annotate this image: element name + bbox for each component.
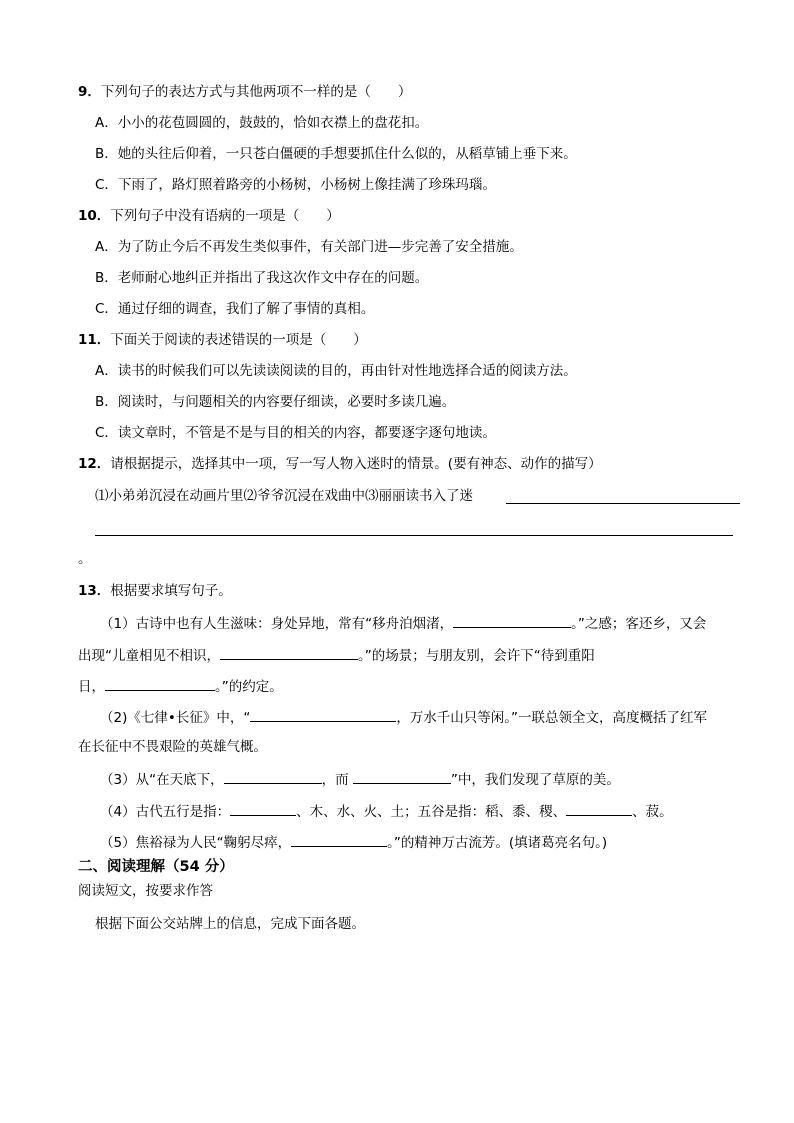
answer-line[interactable] <box>95 535 733 536</box>
section-2-intro: 根据下面公交站牌上的信息，完成下面各题。 <box>95 916 365 932</box>
question-13-sub-2: （2)《七律•长征》中，“ ，万水千山只等闲。”一联总领全文，高度概括了红军 <box>100 707 707 727</box>
fill-blank[interactable] <box>105 676 215 691</box>
question-12-stem: 12．请根据提示，选择其中一项，写一写人物入迷时的情景。(要有神态、动作的描写） <box>78 456 602 472</box>
question-11-option-b: B．阅读时，与问题相关的内容要仔细读，必要时多读几遍。 <box>95 394 456 410</box>
question-13-sub-2-cont: 在长征中不畏艰险的英雄气概。 <box>78 739 267 755</box>
question-9-option-a: A．小小的花苞圆圆的，鼓鼓的，恰如衣襟上的盘花扣。 <box>95 115 429 131</box>
question-11-option-a: A．读书的时候我们可以先读读阅读的目的，再由针对性地选择合适的阅读方法。 <box>95 363 577 379</box>
question-11-stem: 11．下面关于阅读的表述错误的一项是（ ） <box>78 332 367 348</box>
question-13-sub-4: （4）古代五行是指： 、木、水、火、土；五谷是指：稻、黍、稷、 、菽。 <box>100 801 673 821</box>
question-13-sub-3: （3）从“在天底下， ，而 ”中，我们发现了草原的美。 <box>100 769 620 789</box>
question-10-option-c: C．通过仔细的调查，我们了解了事情的真相。 <box>95 301 375 317</box>
question-9-option-b: B．她的头往后仰着，一只苍白僵硬的手想要抓住什么似的，从稻草铺上垂下来。 <box>95 146 577 162</box>
fill-blank[interactable] <box>224 769 322 784</box>
fill-blank[interactable] <box>220 645 358 660</box>
section-2-instruction: 阅读短文，按要求作答 <box>78 883 213 899</box>
fill-blank[interactable] <box>291 832 387 847</box>
fill-blank[interactable] <box>566 801 632 816</box>
question-12-prompt: ⑴小弟弟沉浸在动画片里⑵爷爷沉浸在戏曲中⑶丽丽读书入了迷 <box>95 488 473 504</box>
question-10-option-b: B．老师耐心地纠正并指出了我这次作文中存在的问题。 <box>95 270 429 286</box>
question-12-end-mark: 。 <box>78 551 92 567</box>
fill-blank[interactable] <box>453 613 571 628</box>
question-9-stem: 9．下列句子的表达方式与其他两项不一样的是（ ） <box>78 84 412 100</box>
question-13-sub-1-cont-2: 日， 。”的约定。 <box>78 676 283 696</box>
question-10-option-a: A．为了防止今后不再发生类似事件，有关部门进—步完善了安全措施。 <box>95 239 523 255</box>
question-11-option-c: C．读文章时，不管是不是与目的相关的内容，都要逐字逐句地读。 <box>95 425 496 441</box>
fill-blank[interactable] <box>353 769 451 784</box>
answer-line[interactable] <box>506 503 740 504</box>
question-9-option-c: C．下雨了，路灯照着路旁的小杨树，小杨树上像挂满了珍珠玛瑙。 <box>95 177 496 193</box>
question-13-sub-1-cont: 出现“儿童相见不相识， 。”的场景；与朋友别，会许下“待到重阳 <box>78 645 595 665</box>
question-13-sub-5: （5）焦裕禄为人民“鞠躬尽瘁， 。”的精神万古流芳。(填诸葛亮名句。) <box>100 832 607 852</box>
fill-blank[interactable] <box>230 801 296 816</box>
fill-blank[interactable] <box>250 707 396 722</box>
section-2-title: 二、阅读理解（54 分） <box>78 859 234 875</box>
question-13-sub-1: （1）古诗中也有人生滋味：身处异地，常有“移舟泊烟渚， 。”之感；客还乡，又会 <box>100 613 706 633</box>
question-13-stem: 13．根据要求填写句子。 <box>78 583 232 599</box>
question-10-stem: 10．下列句子中没有语病的一项是（ ） <box>78 208 340 224</box>
